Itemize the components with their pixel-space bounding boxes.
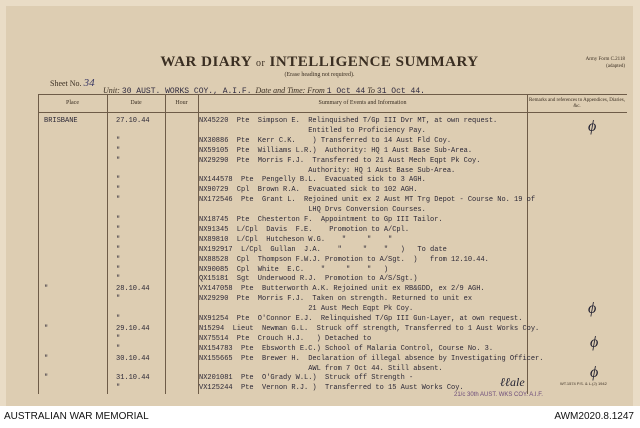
row-date: " [116,235,121,244]
army-form-sub: (adapted) [606,64,625,69]
row-date: " [116,186,121,195]
row-date: 28.10.44 [116,285,150,294]
row-summary: NX89810 L/Cpl Hutcheson W.G. " " " [199,235,393,244]
col-header-remarks: Remarks and references to Appendices, Diaries, &c. [529,98,625,109]
row-date: 31.10.44 [116,374,150,383]
row-summary: NX45220 Pte Simpson E. Relinquished T/Gp III Dvr MT, at own request. [199,117,498,125]
row-date: " [116,146,121,155]
row-date: " [116,315,121,323]
row-date: " [116,245,121,254]
row-summary: NX154783 Pte Ebsworth E.C.) School of Malaria Control, Course No. 3. [199,344,494,353]
row-summary: QX15181 Sgt Underwood R.J. Promotion to A/S/Sgt.) [199,275,418,284]
date-time-label: Date and Time: [255,86,306,95]
row-date: " [116,136,121,145]
print-info: WT.1574 P.S. & L.(J) 1942 [560,381,607,386]
row-summary: NX91345 L/Cpl Davis F.E. Promotion to A/Cpl. [199,225,410,234]
row-summary: NX30886 Pte Kerr C.K. ) Transferred to 14 Aust Fld Coy. [199,136,452,145]
row-summary: NX144578 Pte Pengelly B.L. Evacuated sick to 3 AGH. [199,176,426,185]
initials-signature: ϕ [588,118,597,135]
to-date: 31 Oct 44. [376,87,425,96]
sheet-no: 34 [83,77,95,89]
footer-left: AUSTRALIAN WAR MEMORIAL [4,411,149,422]
initials-signature: ϕ [588,300,597,317]
title-tail: INTELLIGENCE SUMMARY [265,54,479,70]
row-summary: N15294 Lieut Newman G.L. Struck off strength, Transferred to 1 Aust Works Coy. [199,324,540,333]
col-header-place: Place [66,100,79,106]
row-date: " [116,255,121,264]
row-date: " [116,295,121,304]
table-border [38,94,39,394]
from-label: From [307,86,325,95]
page-title [6,54,633,71]
erase-note: (Erase heading not required). [284,72,355,78]
row-summary: NX172546 Pte Grant L. Rejoined unit ex 2 Aust MT Trg Depot - Course No. 19 of [199,196,536,205]
row-summary: NX75514 Pte Crouch H.J. ) Detached to [199,334,372,343]
initials-signature: ϕ [590,364,599,381]
unit-name: 30 AUST. WORKS COY., A.I.F. [121,87,252,96]
army-form: Army Form C.2118 [585,57,625,62]
row-summary: VX147058 Pte Butterworth A.K. Rejoined unit ex RB&GDD, ex 2/9 AGH. [199,285,485,294]
column-divider [527,94,528,394]
row-summary: NX59105 Pte Williams L.R.) Authority: HQ 1 Aust Base Sub-Area. [199,146,473,155]
row-date: " [116,344,121,353]
row-date: " [116,275,121,284]
row-date: " [116,216,121,224]
sheet-label: Sheet No. [50,79,82,88]
title-or: or [255,58,266,69]
row-place: " [44,354,49,363]
row-date: " [116,334,121,343]
to-label: To [367,86,375,95]
row-summary: 21 Aust Mech Eqpt Pk Coy. [199,305,414,314]
row-date: 29.10.44 [116,324,150,333]
row-date: " [116,156,121,165]
column-divider [107,94,108,394]
row-date: 30.10.44 [116,354,150,363]
row-date: " [116,225,121,234]
row-date: 27.10.44 [116,117,150,125]
row-summary: NX29290 Pte Morris F.J. Transferred to 21 Aust Mech Eqpt Pk Coy. [199,156,481,165]
column-divider [165,94,166,394]
officer-signature: ℓℓale [500,375,525,389]
row-summary: NX91254 Pte O'Connor E.J. Relinquished T/Gp III Gun-Layer, at own request. [199,315,523,323]
army-form-label [586,56,625,70]
row-summary: NX90729 Cpl Brown R.A. Evacuated sick to 102 AGH. [199,186,418,195]
footer-right: AWM2020.8.1247 [554,411,634,422]
sheet-number [50,77,95,89]
footer-bar [0,406,640,428]
unit-label: Unit: [103,86,120,95]
header-divider [38,112,627,113]
row-summary: NX201081 Pte O'Grady W.L.) Struck off Strength - [199,374,414,383]
from-date: 1 Oct 44 [326,87,366,96]
row-summary: NX29290 Pte Morris F.J. Taken on strength. Returned to unit ex [199,295,473,304]
row-summary: LHQ Drvs Conversion Courses. [199,206,426,215]
title-main: WAR DIARY [160,54,256,70]
row-date: " [116,384,121,393]
row-summary: NX18745 Pte Chesterton F. Appointment to Gp III Tailor. [199,216,443,224]
row-date: " [116,176,121,185]
row-place: " [44,324,49,333]
col-header-summary: Summary of Events and Information [318,100,407,106]
row-place: BRISBANE [44,117,78,125]
row-place: " [44,374,49,383]
col-header-hour: Hour [175,100,188,106]
row-summary: NX192917 L/Cpl Gullan J.A. " " " ) To date [199,245,447,254]
col-header-date: Date [130,100,142,106]
unit-stamp: 21/c 30th AUST. WKS COY. A.I.F. [454,392,543,398]
row-place: " [44,285,49,294]
row-summary: Entitled to Proficiency Pay. [199,126,426,135]
row-date: " [116,265,121,274]
initials-signature: ϕ [590,334,599,351]
row-summary: VX125244 Pte Vernon R.J. ) Transferred to 15 Aust Works Coy. [199,384,464,393]
row-date: " [116,196,121,205]
row-summary: NX155665 Pte Brewer H. Declaration of illegal absence by Investigating Officer. [199,354,544,363]
row-summary: AWL from 7 Oct 44. Still absent. [199,364,443,373]
row-summary: Authority: HQ 1 Aust Base Sub-Area. [199,166,456,175]
row-summary: NX88528 Cpl Thompson F.W.J. Promotion to A/Sgt. ) from 12.10.44. [199,255,489,264]
row-summary: NX90085 Cpl White E.C. " " " ) [199,265,389,274]
